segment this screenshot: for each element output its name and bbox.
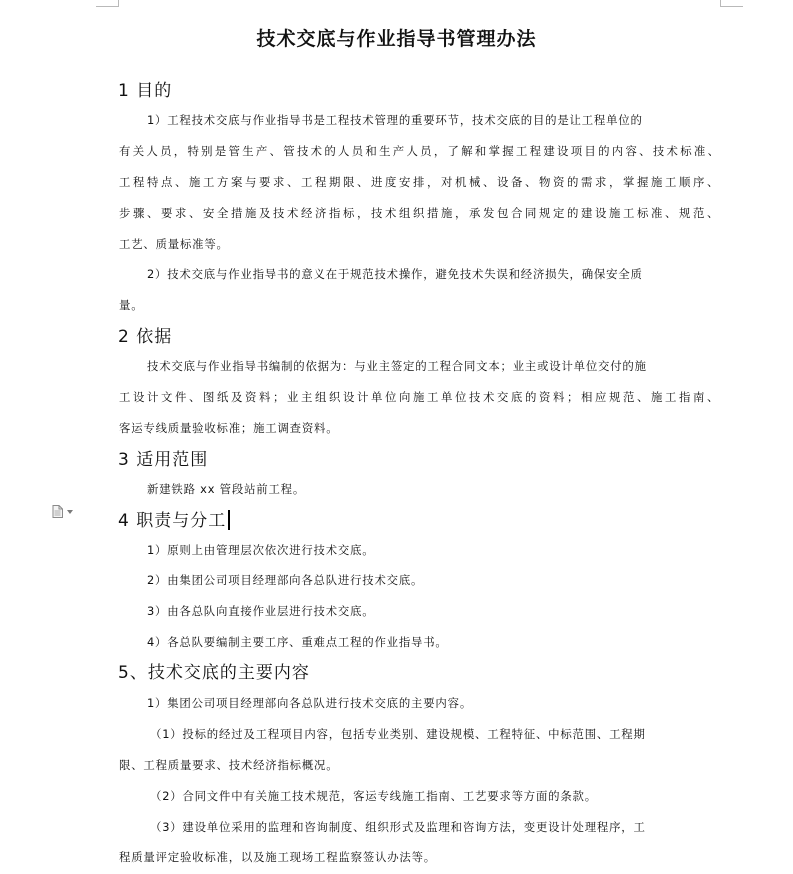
paragraph-line: 新建铁路 xx 管段站前工程。 bbox=[147, 482, 306, 496]
glyph: 生 bbox=[242, 144, 254, 158]
glyph: 料 bbox=[259, 390, 271, 404]
glyph: 及 bbox=[231, 390, 243, 404]
glyph: 措 bbox=[427, 206, 439, 220]
glyph: 及 bbox=[259, 206, 271, 220]
glyph: 的 bbox=[598, 144, 610, 158]
glyph: 设 bbox=[343, 390, 355, 404]
glyph: 、 bbox=[637, 390, 649, 404]
glyph: 件 bbox=[175, 390, 187, 404]
section-heading-purpose: 1 目的 bbox=[118, 81, 173, 101]
glyph: 设 bbox=[595, 206, 607, 220]
glyph: 握 bbox=[502, 144, 514, 158]
glyph: 特 bbox=[147, 175, 159, 189]
glyph: 规 bbox=[539, 206, 551, 220]
paragraph-line: 2）技术交底与作业指导书的意义在于规范技术操作，避免技术失误和经济损失，确保安全质 bbox=[147, 267, 643, 281]
glyph: 员 bbox=[351, 144, 364, 158]
section-heading-main-content: 5、技术交底的主要内容 bbox=[118, 663, 310, 683]
glyph: 期 bbox=[329, 175, 341, 189]
glyph: 建 bbox=[543, 144, 555, 158]
glyph: 图 bbox=[203, 390, 215, 404]
glyph: 工 bbox=[515, 144, 528, 158]
chevron-down-icon bbox=[67, 510, 73, 514]
glyph: 范 bbox=[693, 206, 705, 220]
glyph: 要 bbox=[161, 206, 173, 220]
glyph: 限 bbox=[343, 175, 355, 189]
glyph: 工 bbox=[427, 390, 439, 404]
glyph: 施 bbox=[413, 390, 425, 404]
text-cursor bbox=[228, 510, 230, 530]
paragraph-line bbox=[119, 205, 719, 221]
glyph: 单 bbox=[441, 390, 453, 404]
paragraph-line: 限、工程质量要求、技术经济指标概况。 bbox=[119, 758, 339, 772]
glyph: 需 bbox=[581, 175, 593, 189]
glyph: 、 bbox=[707, 390, 719, 404]
glyph: 施 bbox=[651, 390, 663, 404]
glyph: 技 bbox=[469, 390, 481, 404]
glyph: ， bbox=[455, 206, 467, 220]
glyph: 人 bbox=[406, 144, 418, 158]
paragraph-line bbox=[119, 143, 719, 159]
glyph: 文 bbox=[161, 390, 173, 404]
glyph: 工 bbox=[623, 206, 635, 220]
glyph: 经 bbox=[301, 206, 313, 220]
glyph: 底 bbox=[511, 390, 523, 404]
page-corner-mark-left bbox=[96, 0, 119, 7]
glyph: 设 bbox=[133, 390, 145, 404]
glyph: 程 bbox=[529, 144, 542, 158]
glyph: 计 bbox=[147, 390, 159, 404]
glyph: 人 bbox=[338, 144, 350, 158]
glyph: 定 bbox=[553, 206, 565, 220]
list-item: 4）各总队要编制主要工序、重难点工程的作业指导书。 bbox=[147, 635, 448, 649]
glyph: 骤 bbox=[133, 206, 145, 220]
glyph: 、 bbox=[189, 390, 201, 404]
glyph: 、 bbox=[269, 144, 281, 158]
paragraph-line: 客运专线质量验收标准；施工调查资料。 bbox=[119, 421, 339, 435]
glyph: 纸 bbox=[217, 390, 229, 404]
glyph: 主 bbox=[301, 390, 313, 404]
glyph: 工 bbox=[119, 390, 131, 404]
glyph: 规 bbox=[679, 206, 691, 220]
paragraph-layout-icon[interactable] bbox=[52, 505, 73, 518]
glyph: 的 bbox=[567, 206, 579, 220]
glyph: 施 bbox=[189, 175, 201, 189]
glyph: 、 bbox=[525, 175, 537, 189]
glyph: 步 bbox=[119, 206, 131, 220]
glyph: 、 bbox=[287, 175, 299, 189]
glyph: 产 bbox=[392, 144, 405, 158]
paragraph-line bbox=[119, 389, 719, 405]
glyph: 规 bbox=[609, 390, 621, 404]
glyph: 同 bbox=[525, 206, 537, 220]
glyph: 产 bbox=[255, 144, 268, 158]
list-item: 2）由集团公司项目经理部向各总队进行技术交底。 bbox=[147, 573, 424, 587]
glyph: 、 bbox=[189, 206, 201, 220]
glyph: 、 bbox=[639, 144, 651, 158]
glyph: 、 bbox=[665, 206, 677, 220]
glyph: 工 bbox=[665, 175, 677, 189]
glyph: 工 bbox=[119, 175, 131, 189]
glyph: ， bbox=[173, 144, 186, 158]
glyph: ， bbox=[609, 175, 621, 189]
glyph: 度 bbox=[385, 175, 397, 189]
glyph: 应 bbox=[595, 390, 607, 404]
paragraph-line: 1）集团公司项目经理部向各总队进行技术交底的主要内容。 bbox=[147, 696, 473, 710]
glyph: 向 bbox=[399, 390, 411, 404]
glyph: 员 bbox=[420, 144, 432, 158]
glyph: 措 bbox=[231, 206, 243, 220]
glyph: 计 bbox=[357, 390, 369, 404]
glyph: 单 bbox=[371, 390, 383, 404]
glyph: 包 bbox=[497, 206, 509, 220]
glyph: 解 bbox=[461, 144, 473, 158]
glyph: 掌 bbox=[623, 175, 635, 189]
glyph: 案 bbox=[231, 175, 243, 189]
document-title: 技术交底与作业指导书管理办法 bbox=[256, 28, 537, 50]
glyph: ， bbox=[357, 206, 369, 220]
glyph: 交 bbox=[497, 390, 509, 404]
glyph: 容 bbox=[625, 144, 637, 158]
glyph: 、 bbox=[483, 175, 495, 189]
glyph: 械 bbox=[469, 175, 481, 189]
glyph: 生 bbox=[379, 144, 391, 158]
glyph: 建 bbox=[581, 206, 593, 220]
glyph: 点 bbox=[161, 175, 173, 189]
glyph: 济 bbox=[315, 206, 327, 220]
glyph: 进 bbox=[371, 175, 383, 189]
glyph: 工 bbox=[203, 175, 215, 189]
glyph: 标 bbox=[637, 206, 649, 220]
glyph: 资 bbox=[539, 390, 551, 404]
glyph: 备 bbox=[511, 175, 523, 189]
glyph: 术 bbox=[310, 144, 323, 158]
glyph: 员 bbox=[160, 144, 172, 158]
glyph: ； bbox=[567, 390, 579, 404]
list-item: 3）由各总队向直接作业层进行技术交底。 bbox=[147, 604, 375, 618]
paragraph-line: 1）工程技术交底与作业指导书是工程技术管理的重要环节，技术交底的目的是让工程单位的 bbox=[147, 113, 643, 127]
glyph: 标 bbox=[343, 206, 355, 220]
glyph: 全 bbox=[217, 206, 229, 220]
glyph: 是 bbox=[214, 144, 227, 158]
glyph: 关 bbox=[132, 144, 145, 158]
glyph: 施 bbox=[609, 206, 621, 220]
glyph: 织 bbox=[413, 206, 425, 220]
glyph: ， bbox=[433, 144, 446, 158]
document-icon bbox=[52, 505, 63, 518]
glyph: 术 bbox=[287, 206, 299, 220]
glyph: 南 bbox=[693, 390, 705, 404]
glyph: 术 bbox=[483, 390, 495, 404]
glyph: 组 bbox=[399, 206, 411, 220]
glyph: 标 bbox=[680, 144, 692, 158]
glyph: 术 bbox=[385, 206, 397, 220]
glyph: 工 bbox=[665, 390, 677, 404]
glyph: 技 bbox=[296, 144, 309, 158]
section-heading-basis: 2 依据 bbox=[118, 327, 173, 347]
paragraph-line: 技术交底与作业指导书编制的依据为：与业主签定的工程合同文本；业主或设计单位交付的施 bbox=[147, 359, 647, 373]
glyph: 组 bbox=[315, 390, 327, 404]
paragraph-line: 量。 bbox=[119, 298, 144, 312]
section-heading-responsibilities[interactable]: 4 职责与分工 bbox=[118, 506, 230, 531]
glyph: 管 bbox=[228, 144, 240, 158]
glyph: 安 bbox=[399, 175, 411, 189]
glyph: 、 bbox=[707, 206, 719, 220]
glyph: 工 bbox=[301, 175, 313, 189]
glyph: 、 bbox=[707, 175, 719, 189]
glyph: 的 bbox=[525, 390, 537, 404]
list-item: 1）原则上由管理层次依次进行技术交底。 bbox=[147, 543, 375, 557]
glyph: 准 bbox=[693, 144, 706, 158]
glyph: 、 bbox=[147, 206, 159, 220]
glyph: 管 bbox=[283, 144, 295, 158]
paragraph-line: （1）投标的经过及工程项目内容，包括专业类别、建设规模、工程特征、中标范围、工程期 bbox=[150, 727, 646, 741]
glyph: 、 bbox=[357, 175, 369, 189]
glyph: 程 bbox=[315, 175, 327, 189]
glyph: 设 bbox=[497, 175, 509, 189]
glyph: ， bbox=[427, 175, 439, 189]
glyph: 业 bbox=[287, 390, 299, 404]
glyph: 目 bbox=[584, 144, 596, 158]
glyph: 对 bbox=[441, 175, 453, 189]
glyph: 资 bbox=[553, 175, 565, 189]
glyph: 人 bbox=[146, 144, 158, 158]
glyph: 的 bbox=[567, 175, 579, 189]
glyph: 序 bbox=[693, 175, 705, 189]
glyph: 机 bbox=[455, 175, 467, 189]
paragraph-line: （3）建设单位采用的监理和咨询制度、组织形式及监理和咨询方法，变更设计处理程序，工 bbox=[150, 820, 646, 834]
page-corner-mark-right bbox=[720, 0, 743, 7]
glyph: 和 bbox=[365, 144, 377, 158]
glyph: 位 bbox=[385, 390, 397, 404]
glyph: 指 bbox=[329, 206, 341, 220]
paragraph-line: 程质量评定验收标准，以及施工现场工程监察签认办法等。 bbox=[119, 850, 436, 864]
glyph: 求 bbox=[595, 175, 607, 189]
glyph: 的 bbox=[324, 144, 336, 158]
glyph: 技 bbox=[273, 206, 285, 220]
glyph: 了 bbox=[447, 144, 459, 158]
glyph: 和 bbox=[474, 144, 487, 158]
glyph: 握 bbox=[637, 175, 649, 189]
glyph: 合 bbox=[511, 206, 523, 220]
glyph: 、 bbox=[707, 144, 719, 158]
glyph: 项 bbox=[570, 144, 583, 158]
glyph: 术 bbox=[666, 144, 678, 158]
glyph: 物 bbox=[539, 175, 551, 189]
glyph: ； bbox=[273, 390, 285, 404]
glyph: 施 bbox=[441, 206, 453, 220]
glyph: 位 bbox=[455, 390, 467, 404]
glyph: 指 bbox=[679, 390, 691, 404]
glyph: 要 bbox=[259, 175, 271, 189]
glyph: 掌 bbox=[488, 144, 500, 158]
glyph: 施 bbox=[245, 206, 257, 220]
glyph: 特 bbox=[187, 144, 199, 158]
paragraph-line bbox=[119, 174, 719, 190]
glyph: 技 bbox=[652, 144, 665, 158]
paragraph-line: 工艺、质量标准等。 bbox=[119, 237, 229, 251]
glyph: 技 bbox=[371, 206, 383, 220]
glyph: 有 bbox=[119, 144, 131, 158]
glyph: 范 bbox=[623, 390, 635, 404]
glyph: 安 bbox=[203, 206, 215, 220]
paragraph-line: （2）合同文件中有关施工技术规范，客运专线施工指南、工艺要求等方面的条款。 bbox=[150, 789, 597, 803]
glyph: 设 bbox=[557, 144, 569, 158]
glyph: 施 bbox=[651, 175, 663, 189]
glyph: 方 bbox=[217, 175, 229, 189]
glyph: 发 bbox=[483, 206, 495, 220]
glyph: 、 bbox=[175, 175, 187, 189]
glyph: 承 bbox=[469, 206, 481, 220]
glyph: 顺 bbox=[679, 175, 691, 189]
glyph: 资 bbox=[245, 390, 257, 404]
glyph: 排 bbox=[413, 175, 425, 189]
glyph: 求 bbox=[273, 175, 285, 189]
glyph: 准 bbox=[651, 206, 663, 220]
glyph: 织 bbox=[329, 390, 341, 404]
section-heading-scope: 3 适用范围 bbox=[118, 450, 209, 470]
glyph: 相 bbox=[581, 390, 593, 404]
glyph: 料 bbox=[553, 390, 565, 404]
glyph: 别 bbox=[201, 144, 213, 158]
glyph: 与 bbox=[245, 175, 257, 189]
glyph: 求 bbox=[175, 206, 187, 220]
glyph: 内 bbox=[611, 144, 624, 158]
glyph: 程 bbox=[133, 175, 145, 189]
